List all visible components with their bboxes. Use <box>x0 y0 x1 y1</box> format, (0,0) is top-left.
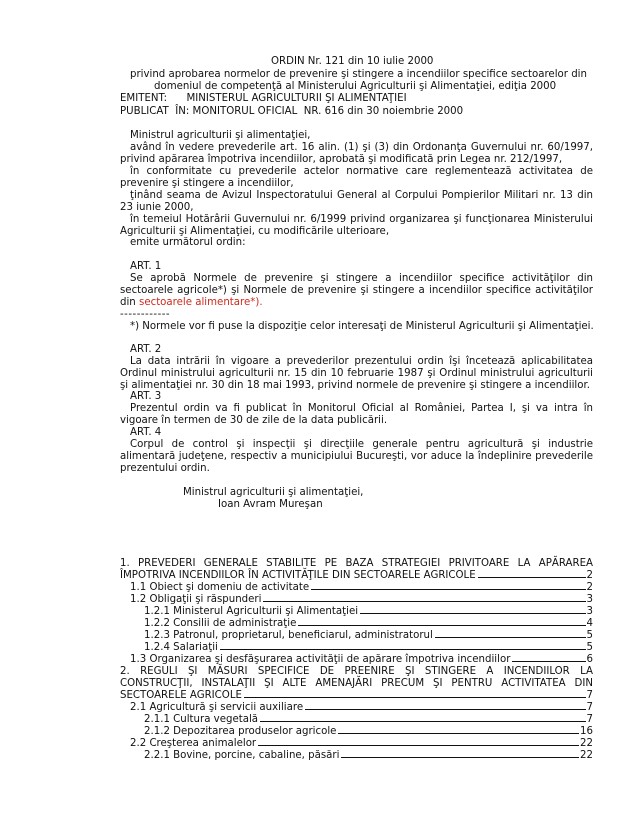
toc-row-title: 2.1.2 Depozitarea produselor agricole <box>144 726 337 737</box>
article-3-heading: ART. 3 <box>130 391 162 402</box>
preamble-paragraph-3: ţinând seama de Avizul Inspectoratului General al Corpului Pompierilor Militari nr. 13 din 23 iunie 2000, <box>120 190 593 213</box>
toc-row[interactable] <box>120 642 593 654</box>
preamble-paragraph-4: în temeiul Hotărârii Guvernului nr. 6/1999 privind organizarea şi funcţionarea Ministerului Agriculturii şi Alimentaţiei, cu modificările ulterioare, <box>120 214 593 237</box>
toc-entry-2-line2-text: CONSTRUCŢII, INSTALAŢII ŞI ALTE AMENAJĂRI PRECUM ŞI PENTRU ACTIVITATEA DIN <box>120 678 593 689</box>
toc-row[interactable] <box>120 714 593 726</box>
toc-row[interactable] <box>120 630 593 642</box>
article-2-heading: ART. 2 <box>130 344 162 355</box>
article-4-text: Corpul de control şi inspecţii şi direcţiile generale pentru agricultură şi industrie alimentară judeţene, respectiv a municipiului Bucureşti, vor aduce la îndeplinire prevederile prezentului ordin. <box>120 439 593 474</box>
article-1-body: Se aprobă Normele de prevenire şi stingere a incendiilor specifice activităţilor din sectoarele agricole*) şi Normele de prevenire şi stingere a incendiilor specifice activităţilor din <box>120 273 593 308</box>
toc-leader <box>338 733 579 734</box>
preamble-minister: Ministrul agriculturii şi alimentaţiei, <box>130 130 311 141</box>
toc-leader <box>360 613 585 614</box>
sectoarele-alimentare-link[interactable]: sectoarele alimentare*). <box>139 297 263 308</box>
toc-entry-2-line3-text: SECTOARELE AGRICOLE <box>120 690 242 701</box>
publicat-line: PUBLICAT ÎN: MONITORUL OFICIAL NR. 616 din 30 noiembrie 2000 <box>120 106 464 117</box>
toc-leader <box>244 697 586 698</box>
toc-entry-1-line2-text: ÎMPOTRIVA INCENDIILOR ÎN ACTIVITĂŢILE DIN SECTOARELE AGRICOLE <box>120 570 476 581</box>
table-of-contents <box>120 558 593 762</box>
article-1-heading: ART. 1 <box>130 261 162 272</box>
toc-row[interactable] <box>120 606 593 618</box>
toc-page-number: 3 <box>586 606 593 617</box>
toc-page-number: 7 <box>586 690 593 701</box>
toc-page-number: 22 <box>580 738 593 749</box>
toc-entry-1-line2 <box>120 570 593 582</box>
toc-page-number: 22 <box>580 750 593 761</box>
toc-leader <box>305 709 585 710</box>
toc-leader <box>341 757 579 758</box>
toc-leader <box>311 589 585 590</box>
toc-row-title: 2.2.1 Bovine, porcine, cabaline, păsări <box>144 750 340 761</box>
toc-entry-2-line1-text: 2. REGULI ŞI MĂSURI SPECIFICE DE PREENIRE ŞI STINGERE A INCENDIILOR LA <box>120 666 593 677</box>
toc-row[interactable] <box>120 750 593 762</box>
toc-row-title: 1.2 Obligaţii şi răspunderi <box>130 594 262 605</box>
preamble-paragraph-1: având în vedere prevederile art. 16 alin. (1) şi (3) din Ordonanţa Guvernului nr. 60/1997, privind apărarea împotriva incendiilor, aprobată şi modificată prin Legea nr. 212/1997, <box>120 142 593 165</box>
footnote-separator: ------------ <box>120 309 171 320</box>
toc-row-title: 1.2.3 Patronul, proprietarul, beneficiarul, administratorul <box>144 630 433 641</box>
toc-entry-1[interactable] <box>120 558 593 582</box>
toc-page-number: 3 <box>586 594 593 605</box>
toc-leader <box>435 637 586 638</box>
toc-leader <box>298 625 585 626</box>
signature-name: Ioan Avram Mureşan <box>218 499 323 510</box>
toc-row-title: 1.2.4 Salariaţii <box>144 642 218 653</box>
signature-role: Ministrul agriculturii şi alimentaţiei, <box>183 487 364 498</box>
toc-row-title: 1.2.1 Ministerul Agriculturii şi Alimentaţiei <box>144 606 359 617</box>
toc-row[interactable] <box>120 654 593 666</box>
toc-entry-2-line2 <box>120 678 593 690</box>
toc-page-number: 2 <box>586 582 593 593</box>
article-1-text <box>120 273 593 309</box>
toc-row[interactable] <box>120 726 593 738</box>
footnote-text: *) Normele vor fi puse la dispoziţie celor interesaţi de Ministerul Agriculturii şi Alimentaţiei. <box>130 321 594 332</box>
toc-leader <box>512 661 585 662</box>
toc-page-number: 16 <box>580 726 593 737</box>
toc-page-number: 6 <box>586 654 593 665</box>
toc-row[interactable] <box>120 582 593 594</box>
toc-page-number: 2 <box>586 570 593 581</box>
toc-row-title: 2.2 Creşterea animalelor <box>130 738 257 749</box>
document-title: ORDIN Nr. 121 din 10 iulie 2000 <box>271 56 434 67</box>
toc-page-number: 7 <box>586 714 593 725</box>
toc-row[interactable] <box>120 618 593 630</box>
toc-row[interactable] <box>120 738 593 750</box>
toc-entry-2-line3 <box>120 690 593 702</box>
toc-page-number: 7 <box>586 702 593 713</box>
document-subtitle-line1: privind aprobarea normelor de prevenire şi stingere a incendiilor specifice sectoarelor din <box>130 69 587 80</box>
emitent-line: EMITENT: MINISTERUL AGRICULTURII ŞI ALIMENTAŢIEI <box>120 93 407 104</box>
toc-row-title: 1.3 Organizarea şi desfăşurarea activităţii de apărare împotriva incendiilor <box>130 654 511 665</box>
preamble-paragraph-2: în conformitate cu prevederile actelor normative care reglementează activitatea de prevenire şi stingere a incendiilor, <box>120 166 593 189</box>
toc-leader <box>263 601 585 602</box>
toc-entry-2[interactable] <box>120 666 593 702</box>
toc-entry-2-line1 <box>120 666 593 678</box>
toc-leader <box>260 721 585 722</box>
preamble-order-line: emite următorul ordin: <box>130 237 246 248</box>
article-4-heading: ART. 4 <box>130 427 162 438</box>
toc-page-number: 4 <box>586 618 593 629</box>
toc-row[interactable] <box>120 594 593 606</box>
toc-row-title: 1.2.2 Consilii de administraţie <box>144 618 297 629</box>
toc-row-title: 2.1 Agricultură şi servicii auxiliare <box>130 702 304 713</box>
article-2-text: La data intrării în vigoare a prevederilor prezentului ordin îşi încetează aplicabilitatea Ordinul ministrului agriculturii nr. 15 din 10 februarie 1987 şi Ordinul ministrului agriculturii şi alimentaţiei nr. 30 din 18 mai 1993, privind normele de prevenire şi stingere a incendiilor. <box>120 356 593 391</box>
toc-entry-1-line1: 1. PREVEDERI GENERALE STABILITE PE BAZA STRATEGIEI PRIVITOARE LA APĂRAREA <box>120 558 593 569</box>
toc-page-number: 5 <box>586 642 593 653</box>
toc-row[interactable] <box>120 702 593 714</box>
article-3-text: Prezentul ordin va fi publicat în Monitorul Oficial al României, Partea I, şi va intra în vigoare în termen de 30 de zile de la data publicării. <box>120 403 593 426</box>
toc-row-title: 2.1.1 Cultura vegetală <box>144 714 259 725</box>
toc-row-title: 1.1 Obiect şi domeniu de activitate <box>130 582 310 593</box>
toc-leader <box>220 649 586 650</box>
toc-page-number: 5 <box>586 630 593 641</box>
toc-leader <box>258 745 579 746</box>
toc-leader <box>478 577 586 578</box>
document-subtitle-line2: domeniul de competenţă al Ministerului Agriculturii şi Alimentaţiei, ediţia 2000 <box>154 81 557 92</box>
